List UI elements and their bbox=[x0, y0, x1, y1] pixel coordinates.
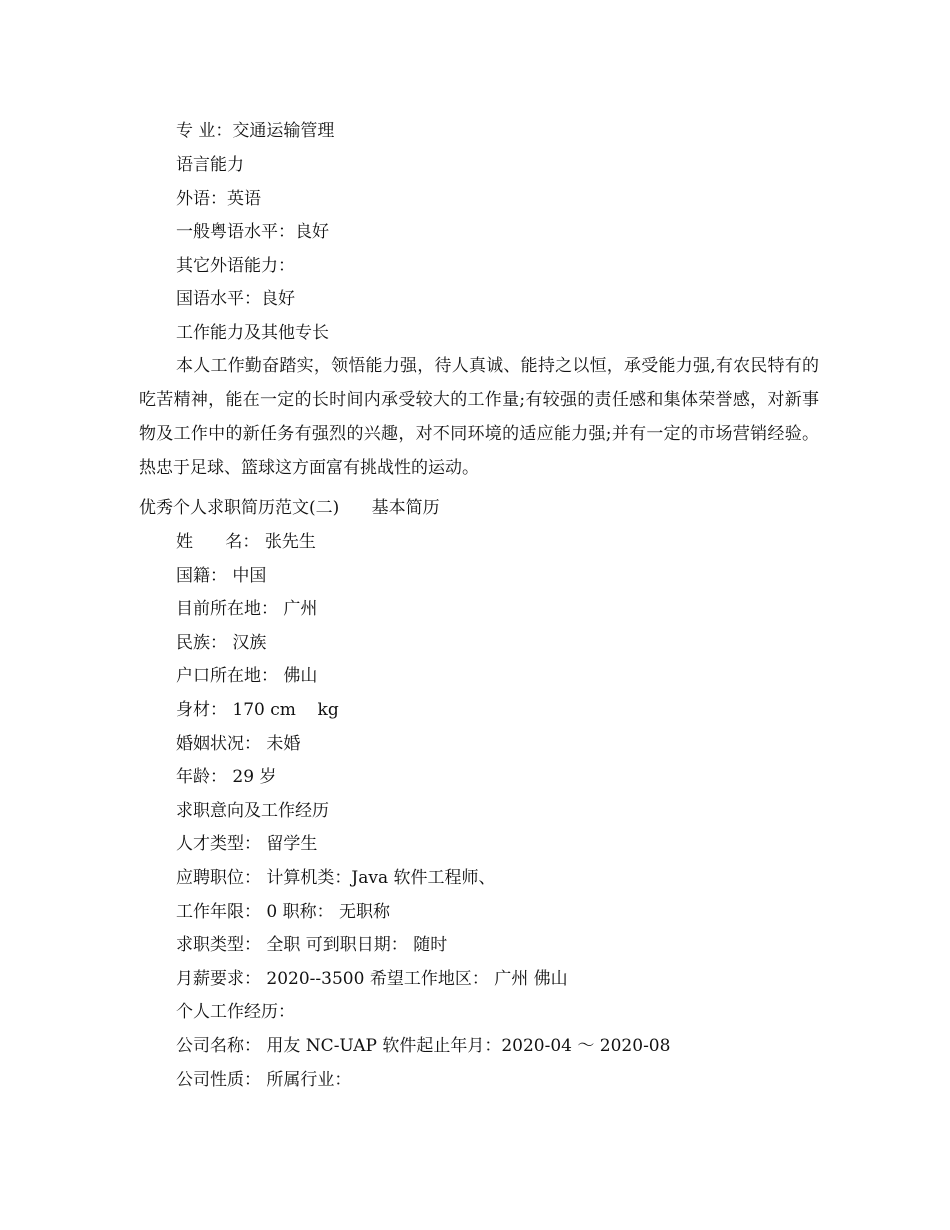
company-name-line: 公司名称： 用友 NC-UAP 软件起止年月：2020-04 ～ 2020-08 bbox=[176, 1036, 671, 1056]
self-description-paragraph: 本人工作勤奋踏实，领悟能力强，待人真诚、能持之以恒，承受能力强,有农民特有的吃苦精神，能在一定的长时间内承受较大的工作量;有较强的责任感和集体荣誉感，对新事物及工作中的新任务有强烈的兴趣，对不同环境的适应能力强;并有一定的市场营销经验。 热忠于足球、篮球这方面富有挑战性的运动。 bbox=[139, 356, 819, 478]
applied-position-line: 应聘职位： 计算机类：Java 软件工程师、 bbox=[176, 868, 496, 888]
nationality-line: 国籍： 中国 bbox=[176, 566, 267, 586]
other-language-line: 其它外语能力： bbox=[176, 256, 295, 276]
work-years-line: 工作年限： 0 职称： 无职称 bbox=[176, 902, 391, 922]
salary-line: 月薪要求： 2020--3500 希望工作地区： 广州 佛山 bbox=[176, 969, 568, 989]
age-line: 年龄： 29 岁 bbox=[176, 767, 277, 787]
company-nature-line: 公司性质： 所属行业： bbox=[176, 1070, 352, 1090]
job-type-line: 求职类型： 全职 可到职日期： 随时 bbox=[176, 935, 448, 955]
foreign-language-line: 外语：英语 bbox=[176, 189, 261, 209]
mandarin-level-line: 国语水平：良好 bbox=[176, 289, 295, 309]
section-heading: 优秀个人求职简历范文(二) 基本简历 bbox=[139, 498, 440, 518]
cantonese-level-line: 一般粤语水平：良好 bbox=[176, 222, 329, 242]
work-history-heading: 个人工作经历： bbox=[176, 1002, 295, 1022]
work-ability-heading: 工作能力及其他专长 bbox=[176, 323, 329, 343]
talent-type-line: 人才类型： 留学生 bbox=[176, 834, 318, 854]
major-line: 专 业：交通运输管理 bbox=[176, 121, 335, 141]
hukou-location-line: 户口所在地： 佛山 bbox=[176, 666, 318, 686]
height-weight-line: 身材： 170 cm kg bbox=[176, 700, 339, 720]
marital-status-line: 婚姻状况： 未婚 bbox=[176, 734, 301, 754]
current-location-line: 目前所在地： 广州 bbox=[176, 599, 318, 619]
ethnicity-line: 民族： 汉族 bbox=[176, 633, 267, 653]
job-intent-heading: 求职意向及工作经历 bbox=[176, 801, 329, 821]
language-ability-heading: 语言能力 bbox=[176, 155, 244, 175]
name-line: 姓 名： 张先生 bbox=[176, 532, 316, 552]
